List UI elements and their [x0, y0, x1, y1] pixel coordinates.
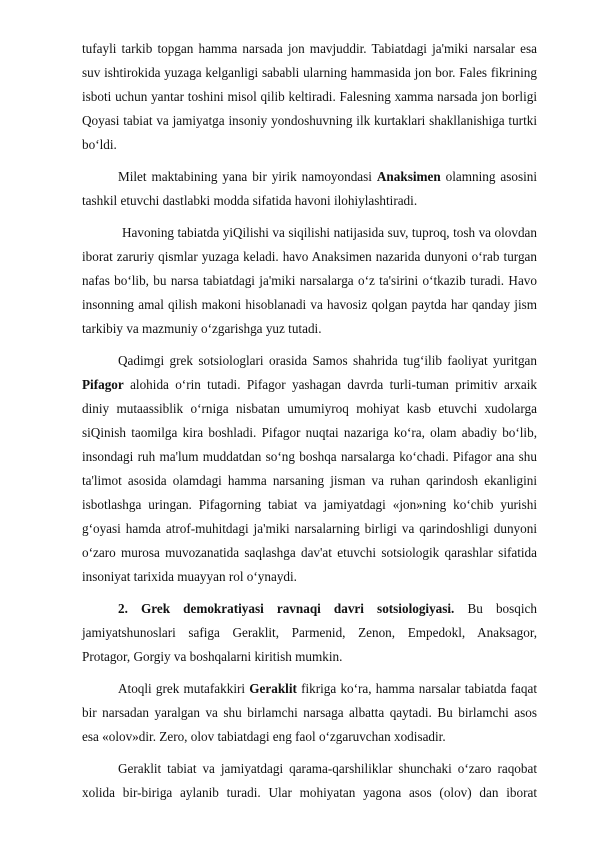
paragraph-5-line-1-text: Bu bosqich	[454, 601, 537, 616]
paragraph-3-line-5: tarkibiy va mazmuniy o‘zgarishga yuz tutadi.	[82, 321, 322, 336]
paragraph-4-line-10: insoniyat tarixida muayyan rol o‘ynaydi.	[82, 569, 297, 584]
paragraph-5-line-3: Protagor, Gorgiy va boshqalarni kiritish mumkin.	[82, 649, 343, 664]
paragraph-3-line-2: iborat zaruriy qismlar yuzaga keladi. havo Anaksimen nazarida dunyoni o‘rab turgan	[82, 249, 537, 264]
paragraph-7-line-1: Geraklit tabiat va jamiyatdagi qarama-qarshiliklar shunchaki o‘zaro raqobat	[118, 761, 537, 776]
pifagor-name: Pifagor	[82, 377, 124, 392]
paragraph-4-line-2-text: alohida o‘rin tutadi. Pifagor yashagan davrda turli-tuman primitiv arxaik	[123, 377, 537, 392]
paragraph-6-text-post: fikriga ko‘ra, hamma narsalar tabiatda faqat	[296, 681, 538, 696]
paragraph-2-text-pre: Milet maktabining yana bir yirik namoyondasi	[118, 169, 377, 184]
paragraph-1-line-5: bo‘ldi.	[82, 137, 117, 152]
section-2-heading: 2. Grek demokratiyasi ravnaqi davri sotsiologiyasi.	[118, 601, 455, 616]
paragraph-4-line-3: diniy mutaassiblik o‘rniga nisbatan umumiyroq mohiyat kasb etuvchi xudolarga	[82, 401, 537, 416]
paragraph-4-line-7: isbotlashga uringan. Pifagorning tabiat va jamiyatdagi «jon»ning ko‘chib yurishi	[82, 497, 537, 512]
paragraph-1-line-4: Qoyasi tabiat va jamiyatga insoniy yondoshuvning ilk kurtaklari shakllanishiga turtki	[82, 113, 537, 128]
paragraph-3-line-1: Havoning tabiatda yiQilishi va siqilishi natijasida suv, tuproq, tosh va olovdan	[122, 225, 537, 240]
paragraph-4-line-8: g‘oyasi hamda atrof-muhitdagi ja'miki narsalarning birligi va qarindoshligi dunyoni	[82, 521, 537, 536]
paragraph-4-line-1: Qadimgi grek sotsiologlari orasida Samos shahrida tug‘ilib faoliyat yuritgan	[118, 353, 537, 368]
paragraph-4-line-9: o‘zaro murosa muvozanatida saqlashga dav'at etuvchi sotsiologik qarashlar sifatida	[82, 545, 537, 560]
paragraph-4-line-2	[82, 377, 537, 393]
paragraph-5-line-2: jamiyatshunoslari safiga Geraklit, Parmenid, Zenon, Empedokl, Anaksagor,	[82, 625, 537, 640]
anaksimen-name: Anaksimen	[376, 169, 441, 184]
paragraph-4-line-4: siQinish taomilga kira boshladi. Pifagor nuqtai nazariga ko‘ra, olam abadiy bo‘lib,	[82, 425, 537, 440]
paragraph-1-line-2: suv ishtirokida yuzaga kelganligi sababli ularning hammasida jon bor. Fales fikrining	[82, 65, 537, 80]
paragraph-1-line-3: isboti uchun yantar toshini misol qilib keltiradi. Falesning xamma narsada jon borligi	[82, 89, 537, 104]
paragraph-6-line-1	[118, 681, 537, 697]
paragraph-3-line-4: insonning amal qilish makoni hisoblanadi va havosiz qolgan paytda har qanday jism	[82, 297, 537, 312]
paragraph-6-line-2: bir narsadan yaralgan va shu birlamchi narsaga albatta qaytadi. Bu birlamchi asos	[82, 705, 537, 720]
section-2-heading-line	[118, 601, 537, 617]
paragraph-1-line-1: tufayli tarkib topgan hamma narsada jon mavjuddir. Tabiatdagi ja'miki narsalar esa	[82, 41, 537, 56]
paragraph-6-line-3: esa «olov»dir. Zero, olov tabiatdagi eng faol o‘zgaruvchan xodisadir.	[82, 729, 446, 744]
paragraph-6-text-pre: Atoqli grek mutafakkiri	[118, 681, 250, 696]
paragraph-2-text-post: olamning asosini	[440, 169, 537, 184]
geraklit-name: Geraklit	[249, 681, 297, 696]
paragraph-4-line-6: ta'limot asosida olamdagi hamma narsaning jisman va ruhan qarindosh ekanligini	[82, 473, 537, 488]
paragraph-3-line-3: nafas bo‘lib, bu narsa tabiatdagi ja'miki narsalarga o‘z ta'sirini o‘tkazib turadi. Havo	[82, 273, 537, 288]
paragraph-4-line-5: insondagi ruh ma'lum muddatdan so‘ng boshqa narsalarga ko‘chadi. Pifagor ana shu	[82, 449, 537, 464]
paragraph-2-line-2: tashkil etuvchi dastlabki modda sifatida havoni ilohiylashtiradi.	[82, 193, 418, 208]
paragraph-7-line-2: xolida bir-biriga aylanib turadi. Ular mohiyatan yagona asos (olov) dan iborat	[82, 785, 537, 800]
paragraph-2-line-1	[118, 169, 537, 185]
